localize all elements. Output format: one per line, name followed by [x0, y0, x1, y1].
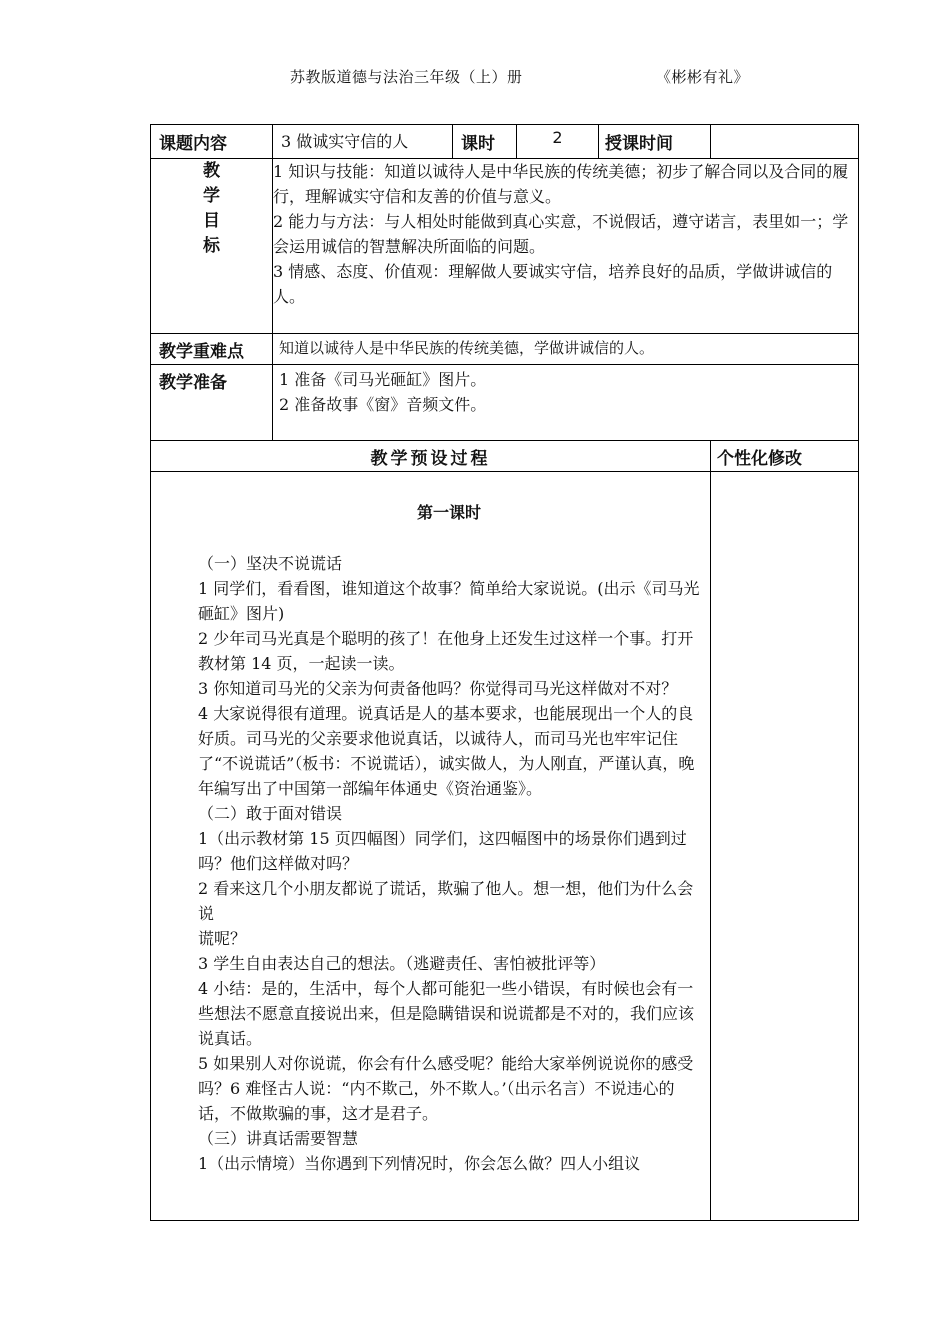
objectives-label-char: 目 [203, 211, 220, 231]
objective-values: 3 情感、态度、价值观：理解做人要诚实守信，培养良好的品质，学做讲诚信的人。 [273, 262, 833, 306]
process-paragraph: 谎呢？ [198, 929, 247, 948]
process-paragraph: 2 看来这几个小朋友都说了谎话，欺骗了他人。想一想，他们为什么会说 [198, 879, 694, 923]
key-points-text: 知道以诚待人是中华民族的传统美德，学做讲诚信的人。 [273, 334, 859, 365]
objective-ability: 2 能力与方法：与人相处时能做到真心实意，不说假话，遵守诺言，表里如一；学会运用诚信的智慧解决所面临的问题。 [273, 212, 849, 256]
modification-header: 个性化修改 [711, 441, 859, 472]
section-heading: （一）坚决不说谎话 [198, 554, 343, 573]
section-heading: （三）讲真话需要智慧 [198, 1129, 359, 1148]
objectives-text [273, 159, 859, 334]
process-body [151, 472, 711, 1221]
time-label: 授课时间 [599, 125, 711, 159]
process-paragraph: 1（出示教材第 15 页四幅图）同学们，这四幅图中的场景你们遇到过吗？他们这样做对吗？ [198, 829, 687, 873]
time-value [711, 125, 859, 159]
objectives-label-char: 教 [203, 161, 220, 181]
process-paragraph: 4 小结：是的，生活中，每个人都可能犯一些小错误，有时候也会有一些想法不愿意直接说出来，但是隐瞒错误和说谎都是不对的，我们应该说真话。 [198, 979, 695, 1048]
preparation-label: 教学准备 [151, 365, 273, 441]
process-header: 教学预设过程 [151, 441, 711, 472]
preparation-text [273, 365, 859, 441]
hours-label: 课时 [453, 125, 517, 159]
preparation-item: 2 准备故事《窗》音频文件。 [279, 395, 487, 414]
process-paragraph: 1（出示情境）当你遇到下列情况时，你会怎么做？四人小组议 [198, 1154, 641, 1173]
process-body-row [151, 472, 859, 1221]
process-paragraph: 3 你知道司马光的父亲为何责备他吗？你觉得司马光这样做对不对？ [198, 679, 678, 698]
process-paragraph: 5 如果别人对你说谎，你会有什么感受呢？能给大家举例说说你的感受吗？6 难怪古人说：“内不欺己，外不欺人。’（出示名言）不说违心的话，不做欺骗的事，这才是君子。 [198, 1054, 694, 1123]
objectives-row [151, 159, 859, 334]
topic-value: 3 做诚实守信的人 [273, 125, 453, 159]
preparation-item: 1 准备《司马光砸缸》图片。 [279, 370, 487, 389]
objectives-label [151, 159, 273, 334]
process-paragraph: 3 学生自由表达自己的想法。（逃避责任、害怕被批评等） [198, 954, 606, 973]
process-header-row [151, 441, 859, 472]
objectives-label-char: 标 [203, 236, 220, 256]
topic-label: 课题内容 [151, 125, 273, 159]
process-paragraph: 1 同学们，看看图，谁知道这个故事？简单给大家说说。(出示《司马光砸缸》图片) [198, 579, 700, 623]
hours-value: 2 [517, 125, 599, 159]
modification-column [711, 472, 859, 1221]
section-heading: （二）敢于面对错误 [198, 804, 343, 823]
process-paragraph: 2 少年司马光真是个聪明的孩了！在他身上还发生过这样一个事。打开教材第 14 页，一起读一读。 [198, 629, 694, 673]
header-unit-title: 《彬彬有礼》 [656, 68, 750, 86]
topic-row [151, 125, 859, 159]
lesson-plan-table [150, 124, 859, 1221]
lesson-title: 第一课时 [416, 503, 481, 522]
key-points-row [151, 334, 859, 365]
preparation-row [151, 365, 859, 441]
key-points-label: 教学重难点 [151, 334, 273, 365]
objective-knowledge: 1 知识与技能：知道以诚待人是中华民族的传统美德；初步了解合同以及合同的履行，理解诚实守信和友善的价值与意义。 [273, 162, 849, 206]
header-book-title: 苏教版道德与法治三年级（上）册 [290, 68, 523, 86]
page-header [0, 66, 950, 90]
process-paragraph: 4 大家说得很有道理。说真话是人的基本要求，也能展现出一个人的良好质。司马光的父亲要求他说真话，以诚待人，而司马光也牢牢记住了“不说谎话”（板书：不说谎话），诚实做人，为人刚直，严谨认真，晚年编写出了中国第一部编年体通史《资治通鉴》。 [198, 704, 695, 798]
objectives-label-char: 学 [203, 186, 220, 206]
